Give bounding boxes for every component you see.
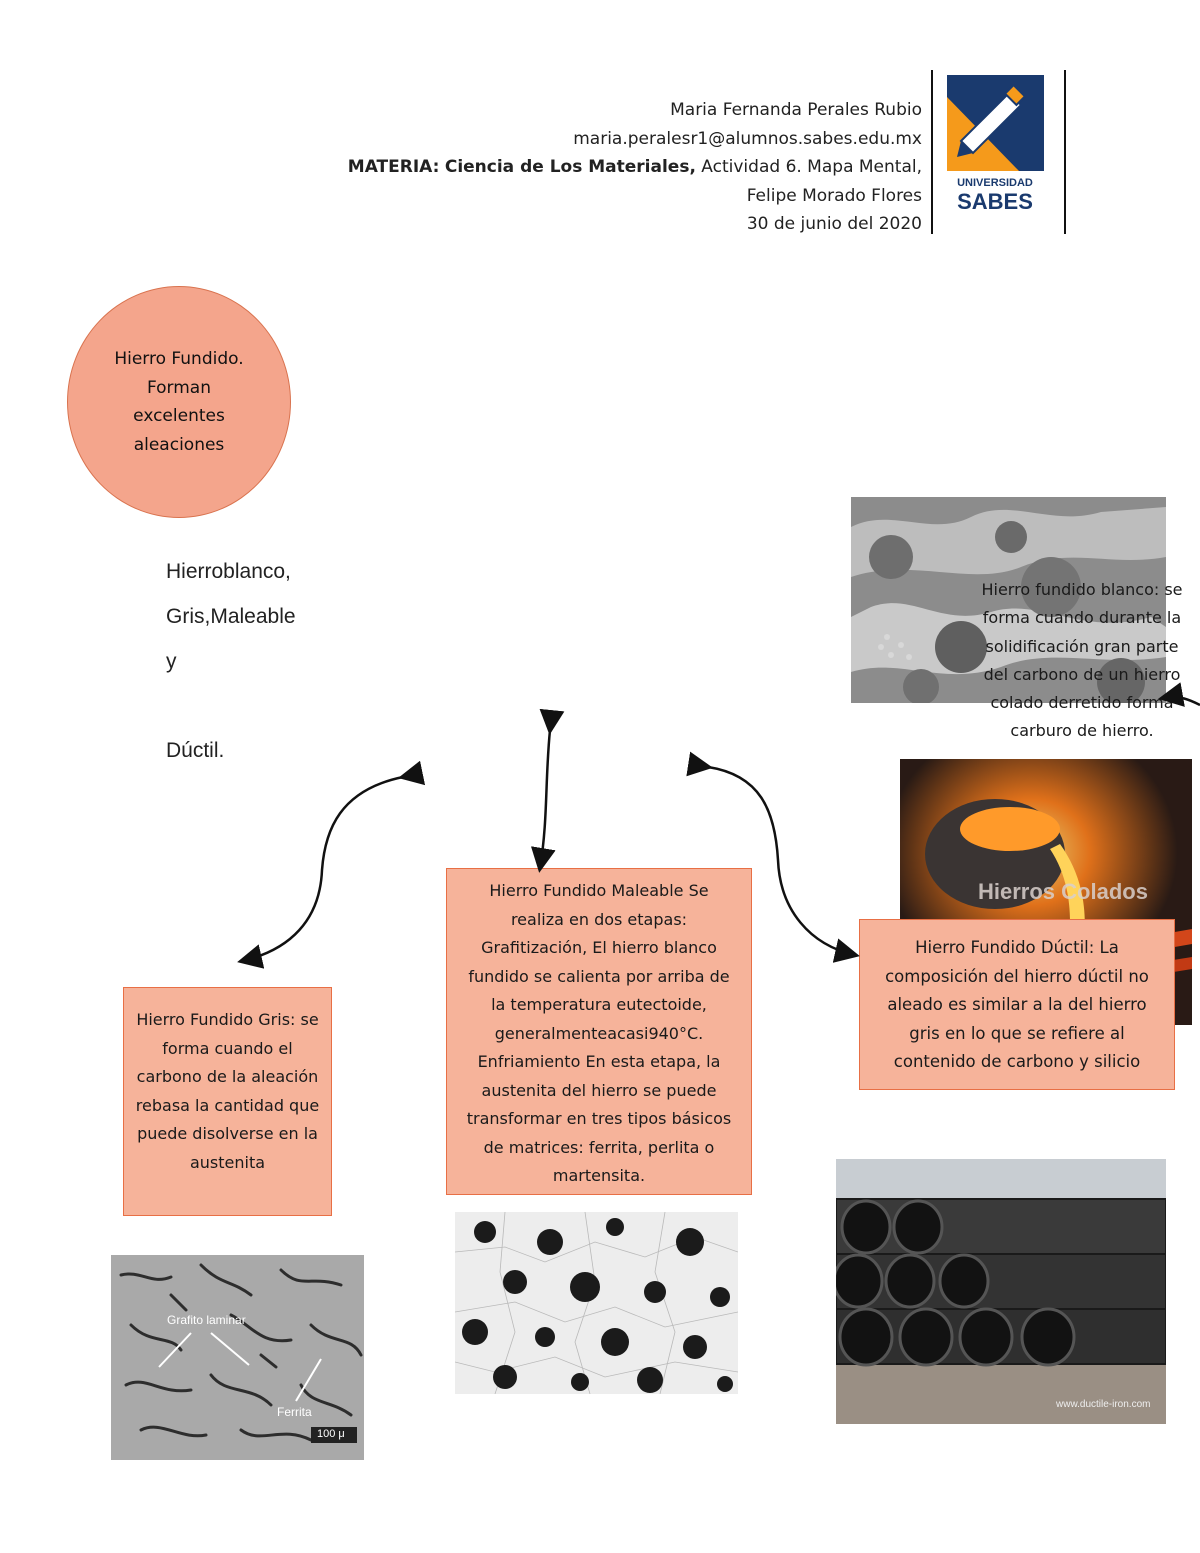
subject-label: MATERIA: bbox=[347, 157, 440, 177]
header-divider-left bbox=[931, 70, 933, 234]
teacher-name: Felipe Morado Flores bbox=[746, 185, 922, 206]
types-line-2: Gris,Maleable bbox=[166, 605, 296, 628]
ductile-iron-box bbox=[859, 919, 1175, 1090]
central-topic-circle bbox=[67, 286, 291, 518]
micrograph-malleable-icon bbox=[455, 1212, 738, 1394]
pipes-icon bbox=[836, 1159, 1166, 1424]
header-divider-right bbox=[1064, 70, 1066, 234]
logo-line2: SABES bbox=[957, 189, 1033, 214]
types-line-4: Dúctil. bbox=[166, 739, 225, 762]
document-date: 30 de junio del 2020 bbox=[746, 214, 922, 234]
malleable-iron-box bbox=[446, 868, 752, 1195]
types-line-1: Hierroblanco, bbox=[166, 560, 291, 583]
subject-line bbox=[348, 153, 922, 182]
logo-line1: UNIVERSIDAD bbox=[957, 177, 1033, 189]
sabes-logo-icon bbox=[947, 75, 1044, 215]
arrow-to-malleable bbox=[540, 730, 550, 868]
gray-iron-box bbox=[123, 987, 332, 1216]
gray-label-ferrite: Ferrita bbox=[277, 1405, 312, 1419]
casting-caption: Hierros Colados bbox=[978, 879, 1148, 904]
gray-label-scale: 100 μ bbox=[317, 1428, 345, 1440]
malleable-iron-text: Hierro Fundido Maleable Se realiza en dos etapas: Grafitización, El hierro blanco fundido se calienta por arriba de la temperatura eutectoide, generalmenteacasi940°C. Enfriamiento En esta etapa, la austenita del hierro se puede transformar en tres tipos básicos de matrices: ferrita, perlita o martensita. bbox=[466, 881, 732, 1185]
white-iron-description: Hierro fundido blanco: se forma cuando durante la solidificación gran parte del carbono de un hierro colado derretido forma carburo de hierro. bbox=[981, 580, 1183, 741]
central-topic-text: Hierro Fundido. Forman excelentes aleaciones bbox=[114, 349, 244, 455]
gray-iron-micrograph bbox=[111, 1255, 364, 1460]
types-line-3: y bbox=[166, 650, 177, 673]
subject-activity: Actividad 6. Mapa Mental, bbox=[695, 157, 922, 177]
ductile-iron-text: Hierro Fundido Dúctil: La composición del hierro dúctil no aleado es similar a la del hierro gris en lo que se refiere al contenido de carbono y silicio bbox=[885, 938, 1149, 1071]
ductile-pipes-photo bbox=[836, 1159, 1166, 1424]
pipes-watermark: www.ductile-iron.com bbox=[1056, 1399, 1151, 1410]
header-info bbox=[348, 96, 922, 239]
gray-label-graphite: Grafito laminar bbox=[167, 1313, 246, 1327]
malleable-iron-micrograph bbox=[455, 1212, 738, 1394]
university-logo bbox=[947, 75, 1044, 215]
author-email[interactable]: maria.peralesr1@alumnos.sabes.edu.mx bbox=[573, 128, 922, 149]
author-name: Maria Fernanda Perales Rubio bbox=[670, 100, 922, 120]
subject-name: Ciencia de Los Materiales, bbox=[444, 157, 696, 177]
gray-iron-text: Hierro Fundido Gris: se forma cuando el carbono de la aleación rebasa la cantidad que puede disolverse en la austenita bbox=[135, 1010, 320, 1172]
arrow-to-gray bbox=[242, 777, 403, 961]
